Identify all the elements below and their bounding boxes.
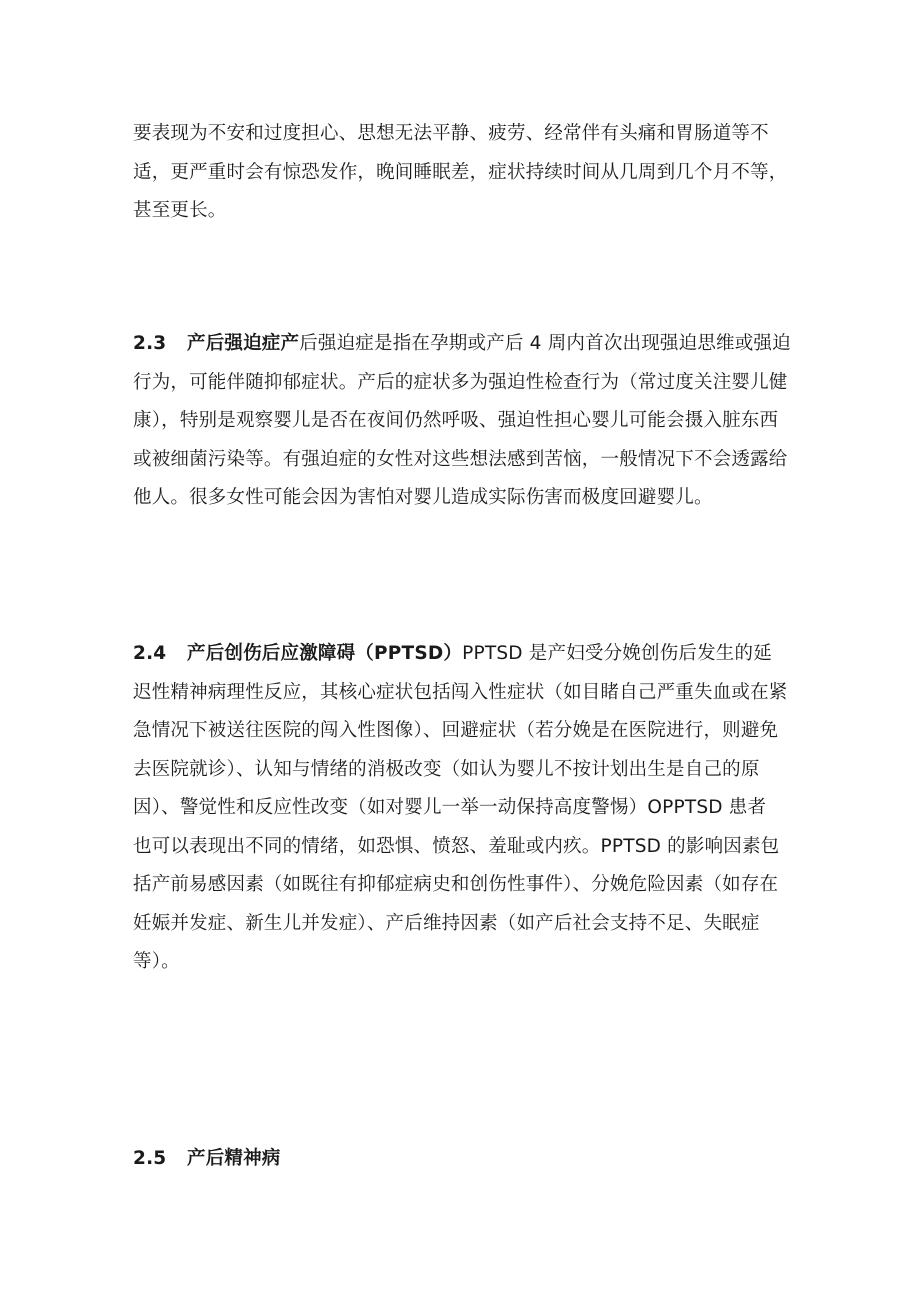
section-number: 2.5 <box>133 1148 167 1169</box>
paragraph-line <box>133 635 788 674</box>
section-heading: 产后精神病 <box>187 1148 281 1169</box>
section-heading: 产后强迫症产 <box>187 333 300 354</box>
paragraph-line <box>133 325 791 364</box>
paragraph-line: 或被细菌污染等。有强迫症的女性对这些想法感到苦恼，一般情况下不会透露给 <box>133 448 788 470</box>
paragraph-line <box>133 1140 788 1179</box>
paragraph-line: 他人。很多女性可能会因为害怕对婴儿造成实际伤害而极度回避婴儿。 <box>133 487 713 508</box>
paragraph-line: 因）、警觉性和反应性改变（如对婴儿一举一动保持高度警惕）OPPTSD 患者 <box>133 797 767 818</box>
paragraph-line: 急情况下被送往医院的闯入性图像）、回避症状（若分娩是在医院进行，则避免 <box>133 720 779 741</box>
paragraph-line: 康），特别是观察婴儿是否在夜间仍然呼吸、强迫性担心婴儿可能会摄入脏东西 <box>133 410 779 431</box>
paragraph-text: PPTSD 是产妇受分娩创伤后发生的延 <box>462 643 772 664</box>
paragraph-text: 后强迫症是指在孕期或产后 4 周内首次出现强迫思维或强迫 <box>299 333 791 354</box>
section-number: 2.4 <box>133 643 167 664</box>
anxiety-paragraph <box>133 115 788 231</box>
section-2-4-paragraph <box>133 635 788 982</box>
paragraph-line: 妊娠并发症、新生儿并发症）、产后维持因素（如产后社会支持不足、失眠症 <box>133 912 760 934</box>
paragraph-line: 要表现为不安和过度担心、思想无法平静、疲劳、经常伴有头痛和胃肠道等不 <box>133 123 769 144</box>
paragraph-line: 甚至更长。 <box>133 200 227 221</box>
section-heading: 产后创伤后应激障碍（PPTSD） <box>187 643 463 664</box>
paragraph-line: 也可以表现出不同的情绪，如恐惧、愤怒、羞耻或内疚。PPTSD 的影响因素包 <box>133 835 780 857</box>
paragraph-line: 去医院就诊）、认知与情绪的消极改变（如认为婴儿不按计划出生是自己的原 <box>133 758 760 780</box>
section-2-5-heading <box>133 1140 788 1179</box>
paragraph-line: 迟性精神病理性反应，其核心症状包括闯入性症状（如目睹自己严重失血或在紧 <box>133 681 788 703</box>
paragraph-line: 括产前易感因素（如既往有抑郁症病史和创伤性事件）、分娩危险因素（如存在 <box>133 874 779 895</box>
paragraph-line: 等）。 <box>133 951 180 972</box>
paragraph-line: 适，更严重时会有惊恐发作，晚间睡眠差，症状持续时间从几周到几个月不等， <box>133 161 788 183</box>
paragraph-line: 行为，可能伴随抑郁症状。产后的症状多为强迫性检查行为（常过度关注婴儿健 <box>133 371 788 393</box>
section-2-3-paragraph <box>133 325 791 518</box>
section-number: 2.3 <box>133 333 167 354</box>
